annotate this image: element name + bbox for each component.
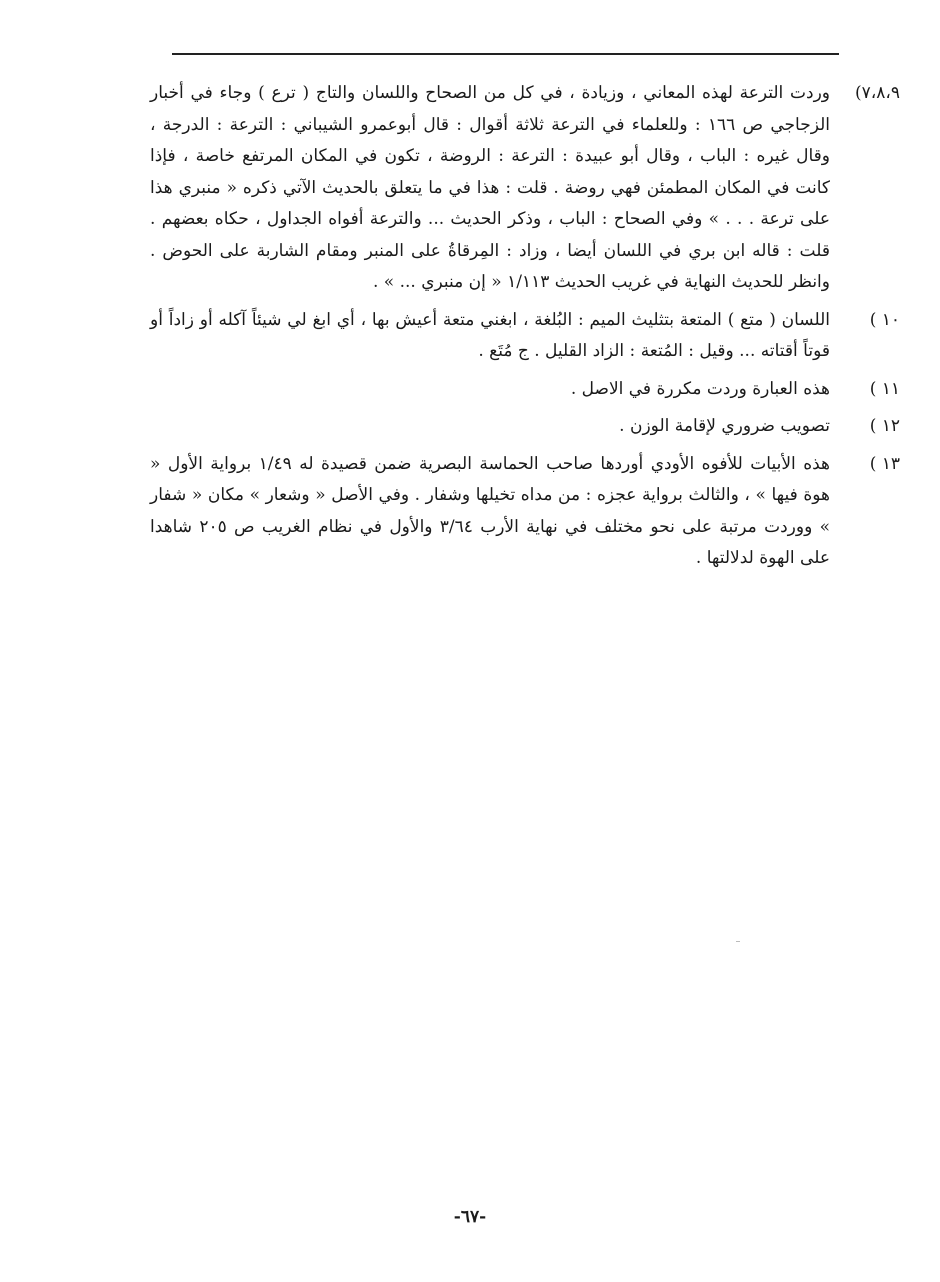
footnote-7-8-9 xyxy=(150,78,900,299)
footnote-11 xyxy=(150,374,900,406)
scan-speck xyxy=(736,941,740,942)
top-rule xyxy=(172,53,839,55)
footnote-10 xyxy=(150,305,900,368)
footnote-number: ١٣ ) xyxy=(869,453,900,474)
footnote-number: ١٢ ) xyxy=(869,416,900,436)
footnote-text: تصويب ضروري لإقامة الوزن . xyxy=(619,416,830,436)
footnotes xyxy=(150,78,900,581)
footnote-13 xyxy=(150,449,900,575)
footnote-text: وردت الترعة لهذه المعاني ، وزيادة ، في كل من الصحاح واللسان والتاج ( ترع ) وجاء في أخبار الزجاجي ص ١٦٦ : وللعلماء في الترعة ثلاثة أقوال : قال أبوعمرو الشيباني : الترعة : الدرجة ، وقال غيره : الباب ، وقال أبو عبيدة : الترعة : الروضة ، تكون في المكان المرتفع خاصة ، فإذا كانت في المكان المطمئن فهي روضة . قلت : هذا في ما يتعلق بالحديث الآتي ذكره « منبري هذا على ترعة . . . » وفي الصحاح : الباب ، وذكر الحديث ... والترعة أفواه الجداول ، حكاه بعضهم . قلت : قاله ابن بري في اللسان أيضا ، وزاد : المِرقاةُ على المنبر ومقام الشاربة على الحوض . وانظر للحديث النهاية في غريب الحديث ١/١١٣ « إن منبري ... » . xyxy=(150,83,831,292)
footnote-text: هذه الأبيات للأفوه الأودي أوردها صاحب الحماسة البصرية ضمن قصيدة له ١/٤٩ برواية الأول « هوة فيها » ، والثالث برواية عجزه : من مداه تخيلها وشفار . وفي الأصل « وشعار » مكان « شفار » ووردت مرتبة على نحو مختلف في نهاية الأرب ٣/٦٤ والأول في نظام الغريب ص ٢٠٥ شاهدا على الهوة لدلالتها . xyxy=(150,453,830,568)
page-number: -٦٧- xyxy=(453,1207,487,1227)
footnote-text: هذه العبارة وردت مكررة في الاصل . xyxy=(570,378,830,399)
footnote-12 xyxy=(150,411,900,443)
footnote-text: اللسان ( متع ) المتعة بتثليث الميم : البُلغة ، ابغني متعة أعيش بها ، أي ابغ لي شيئاً آكله أو زاداً أو قوتاً أقتاته ... وقيل : المُتعة : الزاد القليل . ج مُتَع . xyxy=(150,309,830,361)
footnote-number: ١٠ ) xyxy=(869,309,900,330)
footnote-number: ٧،٨،٩) xyxy=(854,83,900,103)
footnote-number: ١١ ) xyxy=(869,378,900,399)
